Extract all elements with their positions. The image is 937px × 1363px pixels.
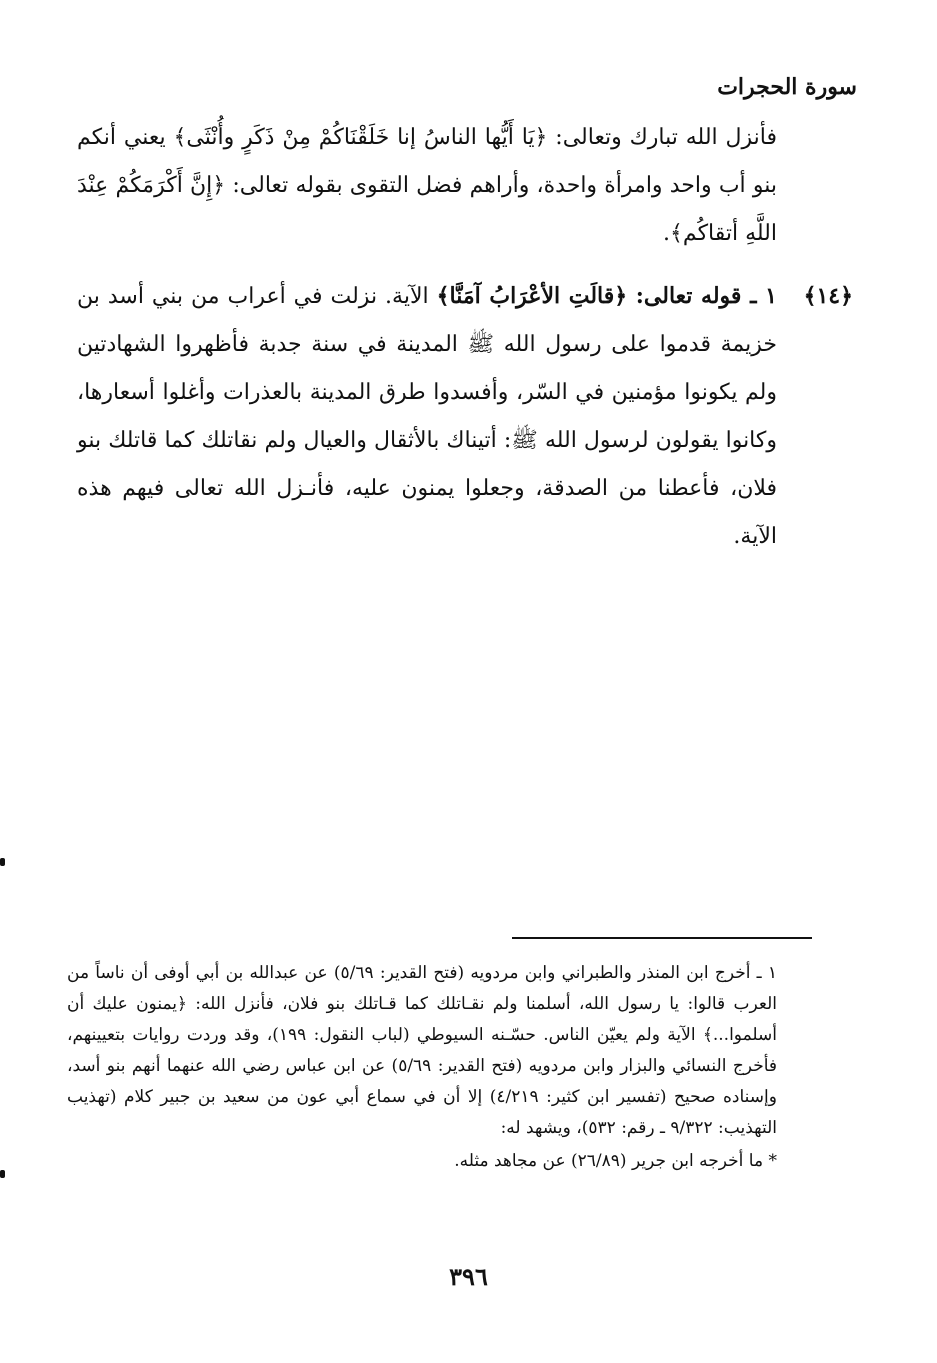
- footnotes: [67, 958, 777, 1177]
- footnote-divider: [512, 937, 812, 939]
- verse-number: ﴿١٤﴾: [803, 283, 853, 309]
- surah-title: سورة الحجرات: [717, 74, 857, 100]
- main-text: [77, 114, 853, 561]
- verse-commentary: الآية. نزلت في أعراب من بني أسد بن خزيمة قدموا على رسول الله ﷺ المدينة في سنة جدبة فأظهروا الشهادتين ولم يكونوا مؤمنين في السّر، وأفسدوا طرق المدينة بالعذرات وأغلوا أسعارها، وكانوا يقولون لرسول الله ﷺ: أتيناك بالأثقال والعيال ولم نقاتلك كما قاتلك بنو فلان، فأعطنا من الصدقة، وجعلوا يمنون عليه، فأنـزل الله تعالى فيهم هذه الآية.: [77, 284, 777, 549]
- footnote-1-supplement: * ما أخرجه ابن جرير (٢٦/٨٩) عن مجاهد مثله.: [454, 1151, 777, 1171]
- page-number: ٣٩٦: [449, 1262, 488, 1291]
- intro-paragraph: فأنزل الله تبارك وتعالى: ﴿يَا أَيُّها الناسُ إنا خَلَقْنَاكُمْ مِنْ ذَكَرٍ وأُنْثَى﴾ يعني أنكم بنو أب واحد وامرأة واحدة، وأراهم فضل التقوى بقوله تعالى: ﴿إِنَّ أَكْرَمَكُمْ عِنْدَ اللَّهِ أتقاكُم﴾.: [77, 125, 777, 246]
- scan-mark: [0, 1170, 5, 1178]
- verse-lead: ١ ـ قوله تعالى: ﴿قالَتِ الأعْرَابُ آمَنَّا﴾: [436, 283, 777, 309]
- verse-paragraph: [77, 272, 853, 561]
- footnote-1: ١ ـ أخرج ابن المنذر والطبراني وابن مردويه (فتح القدير: ٥/٦٩) عن عبدالله بن أبي أوفى أن ناساً من العرب قالوا: يا رسول الله، أسلمنا ولم نقـاتلك كما قـاتلك بنو فلان، فأنزل الله: ﴿يمنون عليك أن أسلموا...﴾ الآية ولم يعيّن الناس. حسّـنه السيوطي (لباب النقول: ١٩٩)، وقد وردت روايات بتعيينهم، فأخرج النسائي والبزار وابن مردويه (فتح القدير: ٥/٦٩) عن ابن عباس رضي الله عنهما أنهم بنو أسد، وإسناده صحيح (تفسير ابن كثير: ٤/٢١٩) إلا أن في سماع أبي عون من سعيد بن جبير كلام (تهذيب التهذيب: ٩/٣٢٢ ـ رقم: ٥٣٢)، ويشهد له:: [67, 963, 778, 1138]
- scan-mark: [0, 858, 5, 866]
